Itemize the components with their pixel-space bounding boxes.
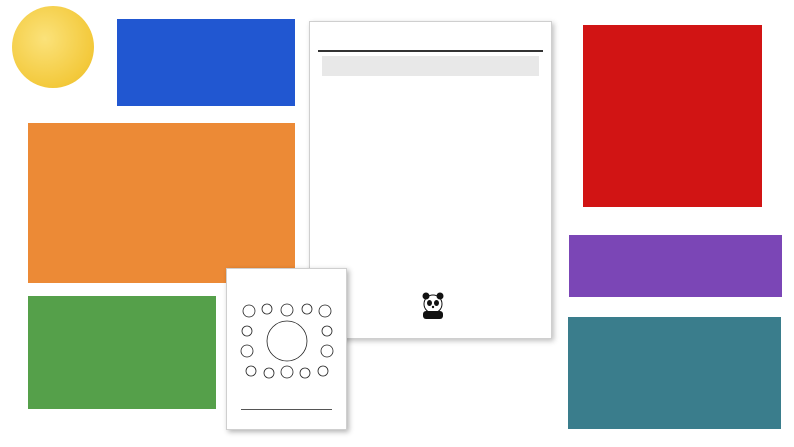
teacher-info-box	[568, 317, 781, 429]
certificate-info-box	[28, 296, 216, 409]
certificate-sign-line	[241, 409, 332, 410]
panda-icon	[418, 290, 448, 320]
certificate-page-preview	[226, 268, 347, 430]
bw-info-box	[569, 235, 782, 297]
toc-page-title	[322, 56, 539, 76]
behavior-buddies-logo	[378, 336, 548, 436]
toc-info-box	[117, 19, 295, 106]
certificate-animals-illustration	[237, 301, 338, 381]
toc-header-rule	[318, 50, 543, 52]
designed-info-box	[583, 25, 762, 207]
behavior-info-box	[28, 123, 295, 283]
k-badge	[12, 6, 94, 88]
